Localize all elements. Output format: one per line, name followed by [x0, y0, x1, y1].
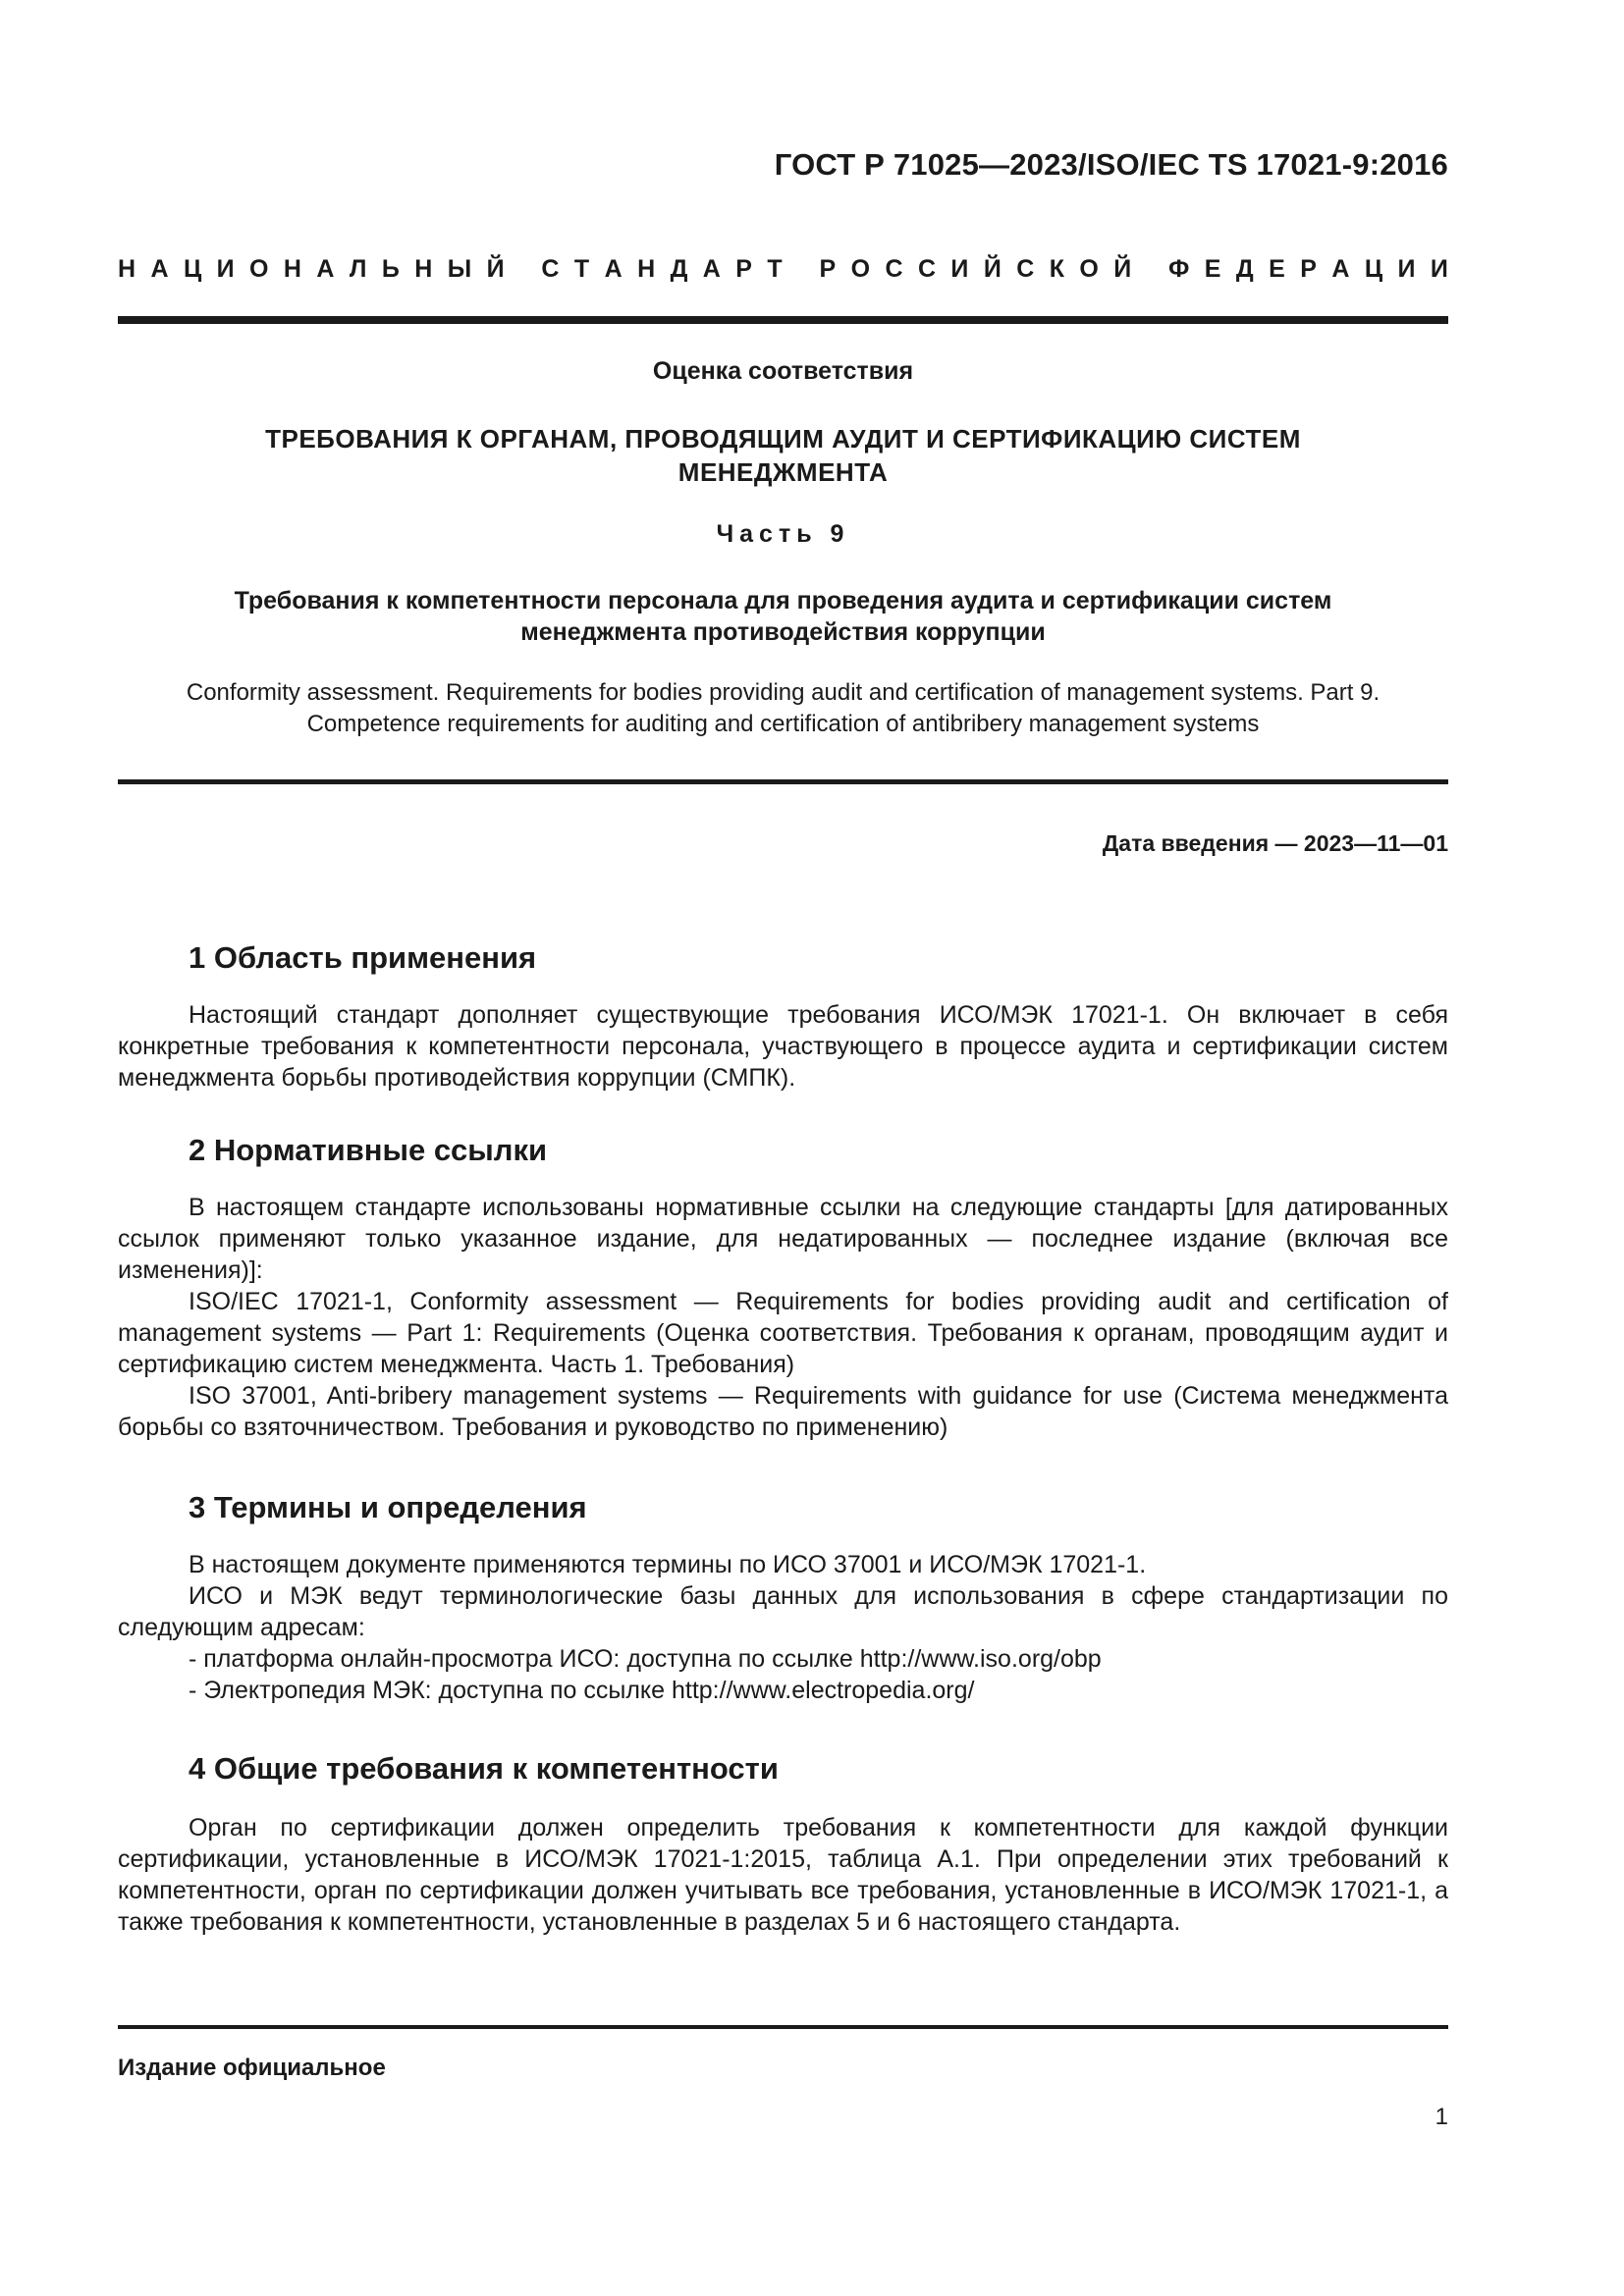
standard-name-letter: С [541, 255, 560, 283]
standard-name-letter: И [950, 255, 969, 283]
standard-name-letter: Л [349, 255, 367, 283]
standard-name-letter: Р [819, 255, 837, 283]
standard-name-letter: О [850, 255, 871, 283]
standard-name-letter: Е [1204, 255, 1221, 283]
standard-name-letter: Ц [1364, 255, 1383, 283]
standard-name-letter: А [604, 255, 623, 283]
standard-name-letter: Н [637, 255, 656, 283]
standard-name-letter: О [249, 255, 269, 283]
standard-name-letter: Р [735, 255, 752, 283]
section-4-heading: 4 Общие требования к компетентности [189, 1751, 779, 1786]
standard-name-letter: Т [767, 255, 783, 283]
section-2-reference: ISO 37001, Anti-bribery management systems — Requirements with guidance for use (Система менеджмента борьбы со взяточничеством. Требования и руководство по применению) [118, 1382, 1448, 1441]
title-subject: Оценка соответствия [652, 357, 914, 385]
section-2-reference: ISO/IEC 17021-1, Conformity assessment — Requirements for bodies providing audit and certification of management systems — Part 1: Requirements (Оценка соответствия. Требования к органам, проводящим аудит и сертификацию систем менеджмента. Часть 1. Требования) [118, 1288, 1448, 1378]
standard-name-letter: Ь [381, 255, 400, 283]
standard-name-letter: Н [283, 255, 301, 283]
section-4-paragraph: Орган по сертификации должен определить требования к компетентности для каждой функции сертификации, установленные в ИСО/МЭК 17021-1:2015, таблица А.1. При определении этих требований к компетентности, орган по сертификации должен учитывать все требования, установленные в ИСО/МЭК 17021-1, а также требования к компетентности, установленные в разделах 5 и 6 настоящего стандарта. [118, 1814, 1448, 1936]
standard-name-letter: С [917, 255, 936, 283]
standard-name-letter: Д [670, 255, 688, 283]
standard-name-letter: И [216, 255, 235, 283]
standard-name-letter [1147, 255, 1154, 284]
section-3-list-item: - платформа онлайн-просмотра ИСО: доступна по ссылке http://www.iso.org/obp [189, 1645, 1102, 1673]
title-english-line2: Competence requirements for auditing and certification of antibribery management systems [306, 711, 1260, 737]
standard-name-letter: Й [486, 255, 505, 283]
standard-name [118, 255, 1448, 284]
section-3-heading: 3 Термины и определения [189, 1490, 587, 1524]
title-english-line1: Conformity assessment. Requirements for bodies providing audit and certification of management systems. Part 9. [186, 679, 1380, 706]
standard-name-letter: Н [414, 255, 433, 283]
section-2-paragraph: В настоящем стандарте использованы нормативные ссылки на следующие стандарты [для датированных ссылок применяют только указанное издание, для недатированных — последнее издание (включая все изменения)]: [118, 1194, 1448, 1284]
standard-name-letter [519, 255, 526, 284]
section-3-list-item: - Электропедия МЭК: доступна по ссылке http://www.electropedia.org/ [189, 1677, 975, 1704]
title-rule [118, 779, 1448, 784]
section-1-heading: 1 Область применения [189, 940, 537, 975]
standard-name-letter: О [1079, 255, 1099, 283]
standard-name-letter: Ф [1168, 255, 1190, 283]
page-number: 1 [1435, 2104, 1448, 2130]
standard-name-letter: А [1331, 255, 1350, 283]
standard-name-letter: Н [118, 255, 136, 283]
title-part-name [118, 585, 1448, 648]
document-code: ГОСТ Р 71025—2023/ISO/IEC TS 17021-9:2016 [774, 147, 1448, 182]
standard-name-letter: Й [983, 255, 1001, 283]
standard-name-letter: А [150, 255, 169, 283]
title-part-text: Требования к компетентности персонала для проведения аудита и сертификации систем менеджмента противодействия коррупции [234, 587, 1332, 646]
standard-name-letter: К [1049, 255, 1064, 283]
section-3-paragraph: ИСО и МЭК ведут терминологические базы данных для использования в сфере стандартизации по следующим адресам: [118, 1582, 1448, 1641]
section-4-body [118, 1812, 1448, 1938]
standard-name-letter [797, 255, 804, 284]
title-part-number: Часть 9 [716, 520, 850, 548]
section-1-body [118, 999, 1448, 1094]
section-3-paragraph: В настоящем документе применяются термины по ИСО 37001 и ИСО/МЭК 17021-1. [189, 1551, 1147, 1578]
title-main: ТРЕБОВАНИЯ К ОРГАНАМ, ПРОВОДЯЩИМ АУДИТ И СЕРТИФИКАЦИЮ СИСТЕМ МЕНЕДЖМЕНТА [265, 424, 1301, 487]
standard-name-letter: И [1397, 255, 1416, 283]
standard-name-letter: А [316, 255, 335, 283]
standard-name-letter: А [702, 255, 721, 283]
standard-name-letter: Й [1113, 255, 1132, 283]
edition-label: Издание официальное [118, 2055, 386, 2081]
standard-name-letter: С [885, 255, 903, 283]
section-3-body [118, 1549, 1448, 1706]
footer-rule [118, 2025, 1448, 2029]
top-rule [118, 316, 1448, 324]
section-1-paragraph: Настоящий стандарт дополняет существующие требования ИСО/МЭК 17021-1. Он включает в себя конкретные требования к компетентности персонала, участвующего в процессе аудита и сертификации систем менеджмента борьбы противодействия коррупции (СМПК). [118, 1001, 1448, 1092]
standard-name-letter: С [1016, 255, 1035, 283]
standard-name-letter: Т [573, 255, 590, 283]
effective-date: Дата введения — 2023—11—01 [1102, 830, 1448, 856]
standard-name-letter: Ц [183, 255, 202, 283]
standard-name-letter: И [1430, 255, 1448, 283]
standard-name-letter: Е [1269, 255, 1285, 283]
section-2-heading: 2 Нормативные ссылки [189, 1133, 548, 1167]
section-2-body [118, 1192, 1448, 1443]
title-english [118, 677, 1448, 740]
standard-name-letter: Р [1300, 255, 1317, 283]
standard-name-letter: Д [1235, 255, 1254, 283]
standard-name-letter: Ы [447, 255, 472, 283]
